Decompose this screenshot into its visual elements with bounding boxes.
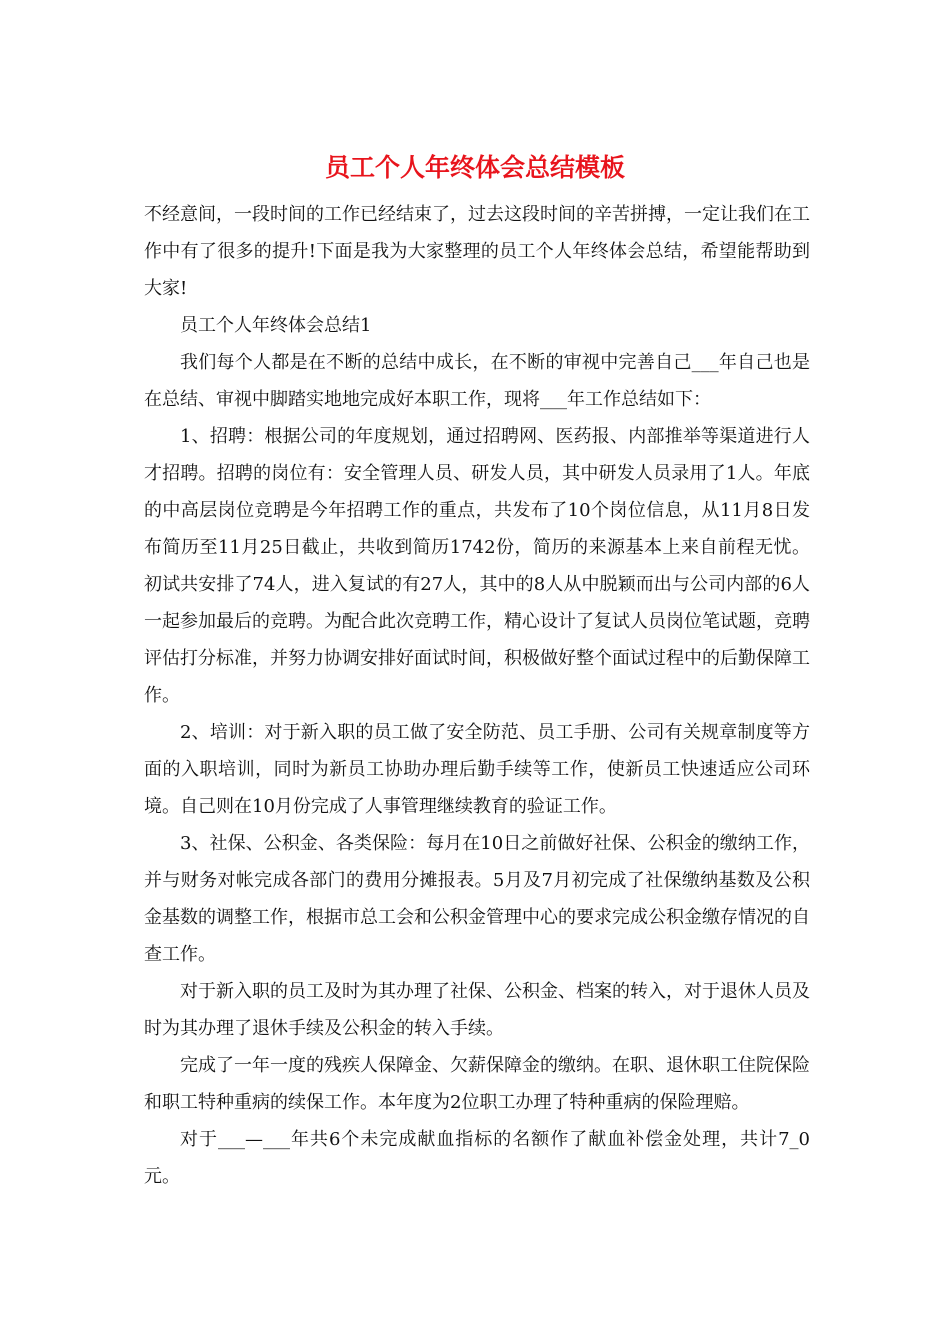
paragraph: 我们每个人都是在不断的总结中成长，在不断的审视中完善自己___年自己也是在总结、审视中脚踏实地地完成好本职工作，现将___年工作总结如下： [144, 352, 810, 410]
paragraph: 完成了一年一度的残疾人保障金、欠薪保障金的缴纳。在职、退休职工住院保险和职工特种重病的续保工作。本年度为2位职工办理了特种重病的保险理赔。 [144, 1055, 810, 1113]
document-title: 员工个人年终体会总结模板 [324, 153, 625, 182]
document-body [144, 196, 810, 1195]
paragraph-intro: 不经意间，一段时间的工作已经结束了，过去这段时间的辛苦拼搏，一定让我们在工作中有了很多的提升!下面是我为大家整理的员工个人年终体会总结，希望能帮助到大家! [144, 204, 810, 299]
paragraph: 对于___—___年共6个未完成献血指标的名额作了献血补偿金处理，共计7_0元。 [144, 1129, 810, 1187]
paragraph-social-security: 3、社保、公积金、各类保险：每月在10日之前做好社保、公积金的缴纳工作，并与财务对帐完成各部门的费用分摊报表。5月及7月初完成了社保缴纳基数及公积金基数的调整工作，根据市总工会和公积金管理中心的要求完成公积金缴存情况的自查工作。 [144, 833, 810, 965]
paragraph-training: 2、培训：对于新入职的员工做了安全防范、员工手册、公司有关规章制度等方面的入职培训，同时为新员工协助办理后勤手续等工作，使新员工快速适应公司环境。自己则在10月份完成了人事管理继续教育的验证工作。 [144, 722, 810, 817]
paragraph-recruitment: 1、招聘：根据公司的年度规划，通过招聘网、医药报、内部推举等渠道进行人才招聘。招聘的岗位有：安全管理人员、研发人员，其中研发人员录用了1人。年底的中高层岗位竞聘是今年招聘工作的重点，共发布了10个岗位信息，从11月8日发布简历至11月25日截止，共收到简历1742份，简历的来源基本上来自前程无忧。初试共安排了74人，进入复试的有27人，其中的8人从中脱颖而出与公司内部的6人一起参加最后的竞聘。为配合此次竞聘工作，精心设计了复试人员岗位笔试题，竞聘评估打分标准，并努力协调安排好面试时间，积极做好整个面试过程中的后勤保障工作。 [144, 426, 810, 706]
section-heading: 员工个人年终体会总结1 [180, 315, 372, 336]
paragraph: 对于新入职的员工及时为其办理了社保、公积金、档案的转入，对于退休人员及时为其办理了退休手续及公积金的转入手续。 [144, 981, 810, 1039]
